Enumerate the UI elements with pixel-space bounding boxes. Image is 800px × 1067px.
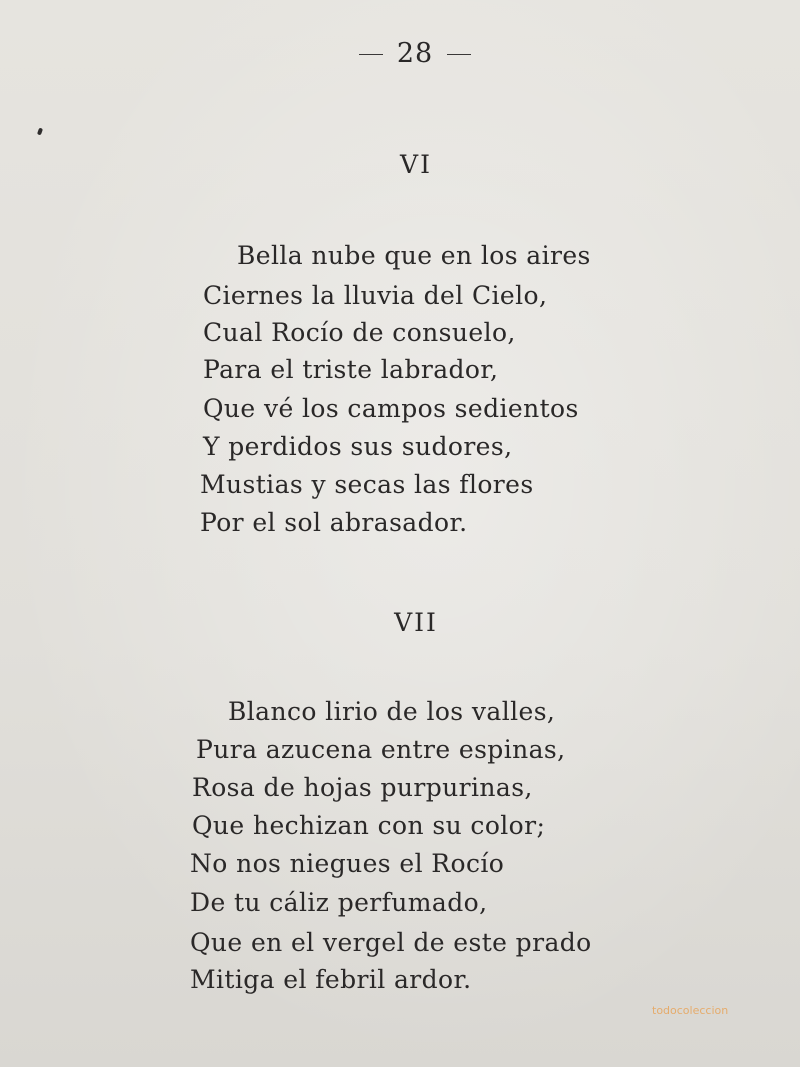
verse-line: Por el sol abrasador. <box>200 508 468 537</box>
verse-line: Mustias y secas las flores <box>200 470 534 499</box>
watermark: todocoleccion <box>652 1004 729 1017</box>
section-title-vii: VII <box>394 608 438 637</box>
verse-line: No nos niegues el Rocío <box>190 849 505 878</box>
verse-line: Cual Rocío de consuelo, <box>203 318 516 347</box>
verse-line: Pura azucena entre espinas, <box>196 735 566 764</box>
ink-speck <box>37 128 43 136</box>
left-dash <box>359 54 383 55</box>
right-dash <box>447 54 471 55</box>
verse-line: Que en el vergel de este prado <box>190 928 592 957</box>
verse-line: Y perdidos sus sudores, <box>203 432 513 461</box>
verse-line: Que vé los campos sedientos <box>203 394 579 423</box>
verse-line: De tu cáliz perfumado, <box>190 888 488 917</box>
verse-line: Mitiga el febril ardor. <box>190 965 472 994</box>
verse-line: Que hechizan con su color; <box>192 811 546 840</box>
verse-line: Rosa de hojas purpurinas, <box>192 773 533 802</box>
page-number-header <box>0 38 800 69</box>
verse-line: Bella nube que en los aires <box>237 241 591 270</box>
verse-line: Ciernes la lluvia del Cielo, <box>203 281 548 310</box>
section-title-vi: VI <box>400 150 432 179</box>
page-number: 28 <box>396 38 434 69</box>
verse-line: Blanco lirio de los valles, <box>228 697 556 726</box>
verse-line: Para el triste labrador, <box>203 355 499 384</box>
